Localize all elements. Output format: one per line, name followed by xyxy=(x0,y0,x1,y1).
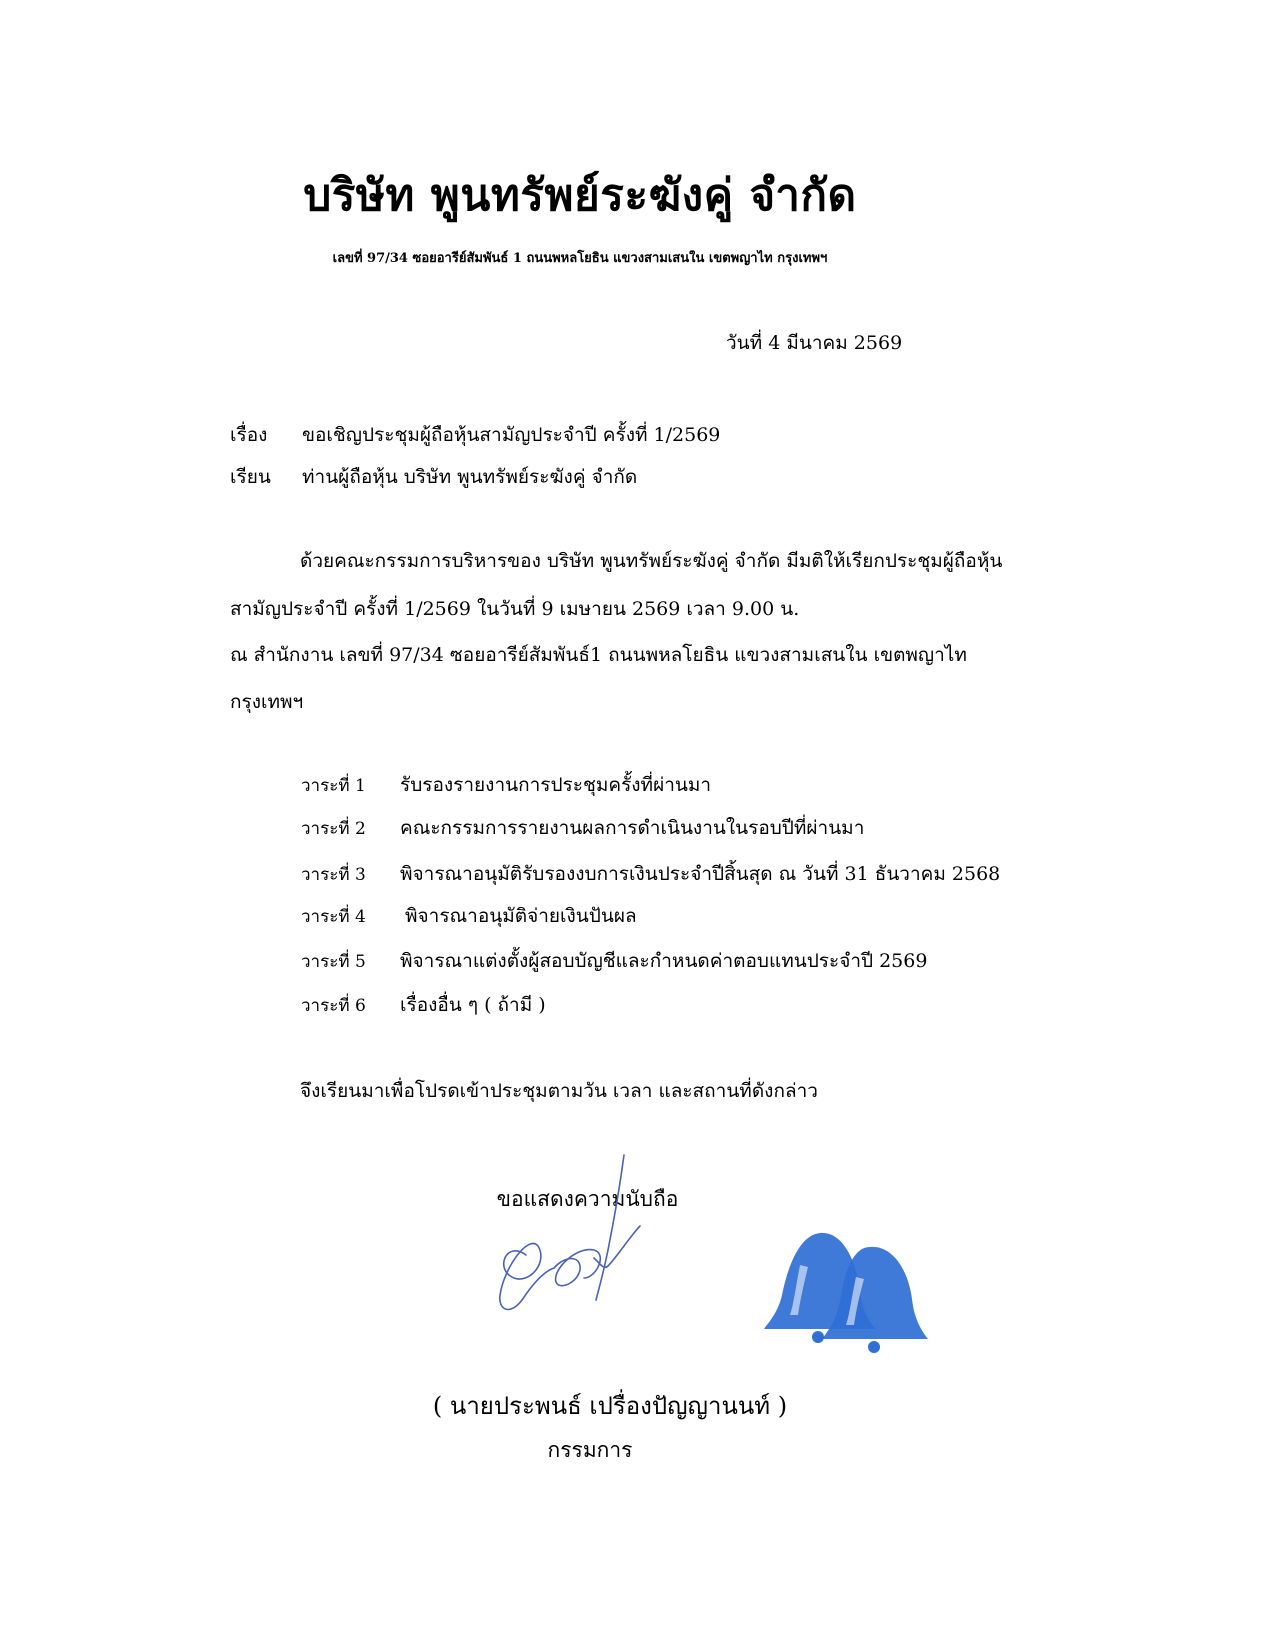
agenda-text: รับรองรายงานการประชุมครั้งที่ผ่านมา xyxy=(400,774,712,796)
recipient-text: ท่านผู้ถือหุ้น บริษัท พูนทรัพย์ระฆังคู่ จำกัด xyxy=(302,466,638,488)
agenda-number: วาระที่ 2 xyxy=(301,819,366,839)
signatory-title: กรรมการ xyxy=(547,1438,633,1462)
agenda-number: วาระที่ 5 xyxy=(301,952,366,972)
agenda-text: คณะกรรมการรายงานผลการดำเนินงานในรอบปีที่ผ่านมา xyxy=(400,817,865,839)
letter-date: วันที่ 4 มีนาคม 2569 xyxy=(726,332,903,354)
body-line-2: สามัญประจำปี ครั้งที่ 1/2569 ในวันที่ 9 เมษายน 2569 เวลา 9.00 น. xyxy=(230,598,800,620)
recipient-label: เรียน xyxy=(230,466,271,488)
company-name: บริษัท พูนทรัพย์ระฆังคู่ จำกัด xyxy=(303,170,857,221)
agenda-number: วาระที่ 4 xyxy=(301,907,366,927)
agenda-number: วาระที่ 1 xyxy=(301,776,366,796)
agenda-number: วาระที่ 6 xyxy=(301,996,366,1016)
subject-label: เรื่อง xyxy=(230,424,268,446)
signatory-name: ( นายประพนธ์ เปรื่องปัญญานนท์ ) xyxy=(432,1392,788,1420)
body-line-3: ณ สำนักงาน เลขที่ 97/34 ซอยอารีย์สัมพันธ์1 ถนนพหลโยธิน แขวงสามเสนใน เขตพญาไท xyxy=(230,644,967,666)
closing-line: จึงเรียนมาเพื่อโปรดเข้าประชุมตามวัน เวลา และสถานที่ดังกล่าว xyxy=(300,1080,818,1102)
company-seal-bells-icon xyxy=(760,1225,940,1365)
company-address: เลขที่ 97/34 ซอยอารีย์สัมพันธ์ 1 ถนนพหลโยธิน แขวงสามเสนใน เขตพญาไท กรุงเทพฯ xyxy=(332,251,828,266)
agenda-text: พิจารณาแต่งตั้งผู้สอบบัญชีและกำหนดค่าตอบแทนประจำปี 2569 xyxy=(400,950,928,972)
sign-off-phrase: ขอแสดงความนับถือ xyxy=(496,1187,679,1211)
agenda-text: พิจารณาอนุมัติรับรองงบการเงินประจำปีสิ้นสุด ณ วันที่ 31 ธันวาคม 2568 xyxy=(400,863,1001,885)
body-line-4: กรุงเทพฯ xyxy=(230,691,304,713)
handwritten-signature xyxy=(496,1150,696,1330)
subject-text: ขอเชิญประชุมผู้ถือหุ้นสามัญประจำปี ครั้งที่ 1/2569 xyxy=(302,424,721,446)
agenda-text: พิจารณาอนุมัติจ่ายเงินปันผล xyxy=(405,905,637,927)
agenda-text: เรื่องอื่น ๆ ( ถ้ามี ) xyxy=(400,994,546,1016)
agenda-number: วาระที่ 3 xyxy=(301,865,366,885)
body-line-1: ด้วยคณะกรรมการบริหารของ บริษัท พูนทรัพย์ระฆังคู่ จำกัด มีมติให้เรียกประชุมผู้ถือหุ้น xyxy=(300,550,1003,572)
